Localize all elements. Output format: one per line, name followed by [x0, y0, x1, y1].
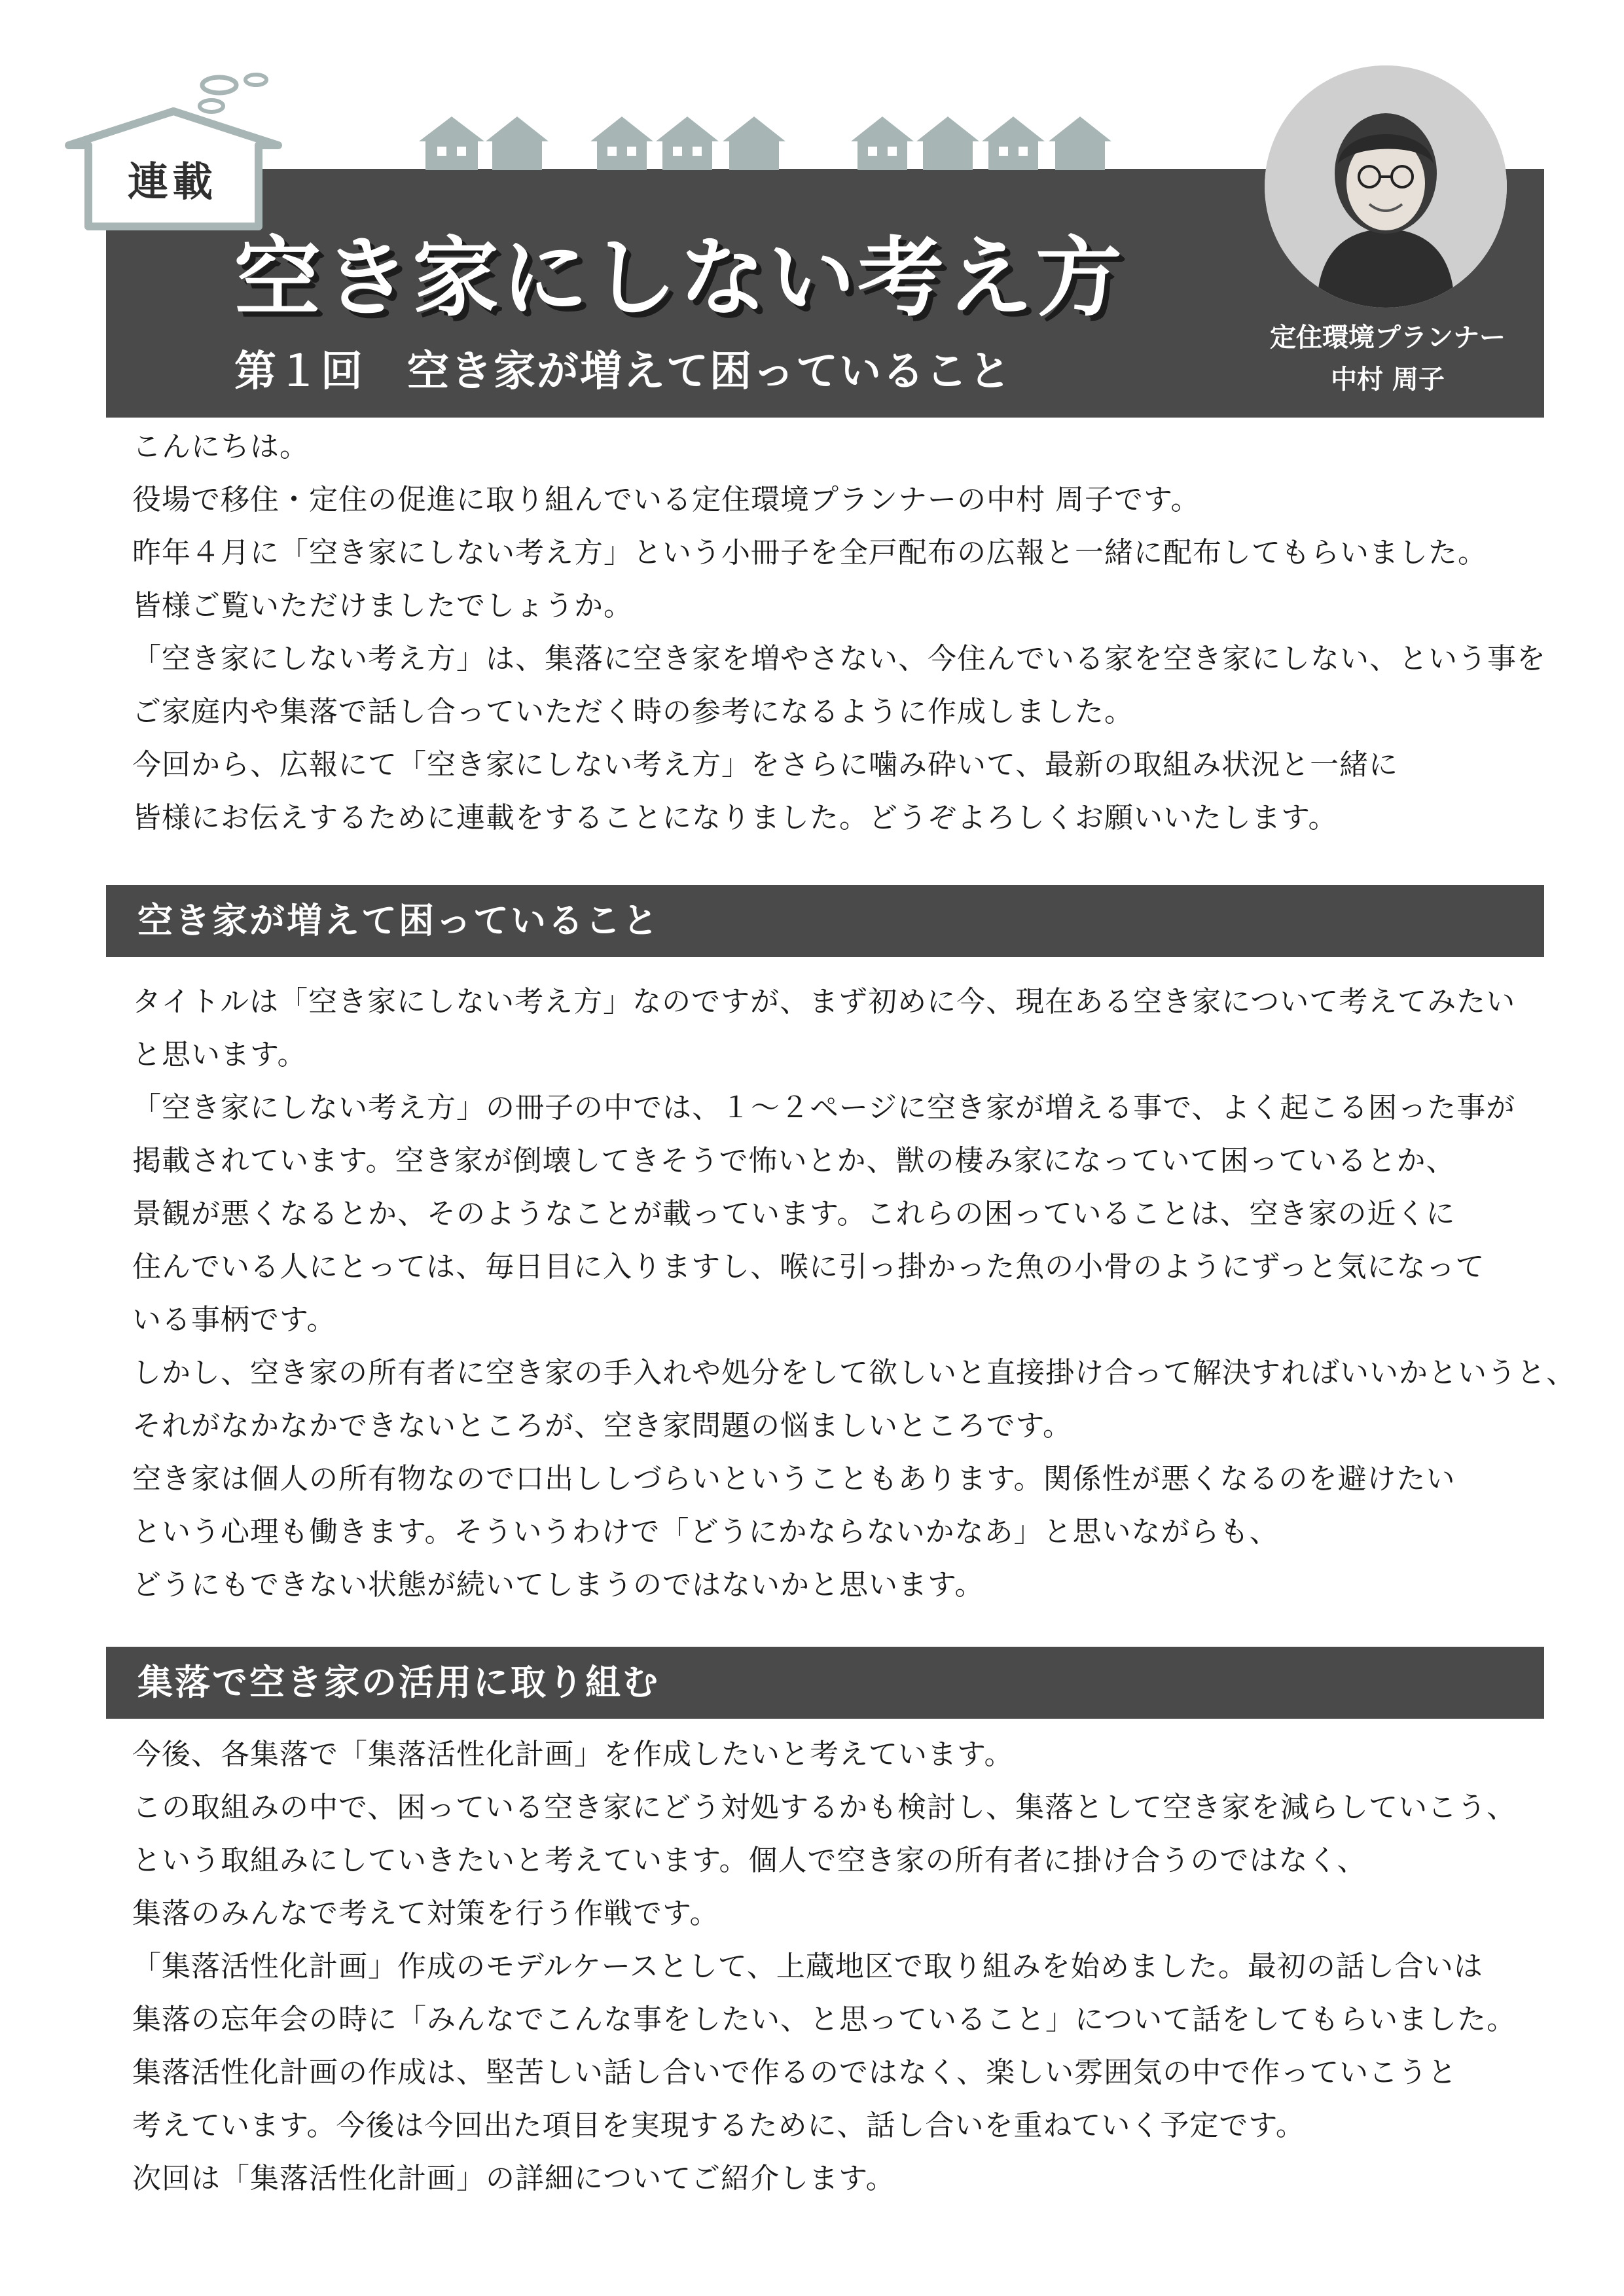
text-line: 集落活性化計画の作成は、堅苦しい話し合いで作るのではなく、楽しい雰囲気の中で作っていこうと	[132, 2056, 1458, 2089]
text-line: 今回から、広報にて「空き家にしない考え方」をさらに噛み砕いて、最新の取組み状況と一緒に	[132, 748, 1399, 781]
text-line: という心理も働きます。そういうわけで「どうにかならないかなあ」と思いながらも、	[132, 1515, 1279, 1549]
text-line: という取組みにしていきたいと考えています。個人で空き家の所有者に掛け合うのではなく、	[132, 1844, 1367, 1877]
text-line: しかし、空き家の所有者に空き家の手入れや処分をして欲しいと直接掛け合って解決すればいいかというと、	[132, 1356, 1576, 1390]
author-portrait	[1265, 65, 1507, 308]
text-line: 皆様ご覧いただけましたでしょうか。	[132, 589, 633, 622]
rooftop-house-icon	[590, 113, 787, 170]
rooftop-house-icon	[851, 113, 1113, 170]
section-heading-bar	[106, 885, 1544, 957]
text-line: 「空き家にしない考え方」の冊子の中では、１～２ページに空き家が増える事で、よく起こる困った事が	[132, 1091, 1516, 1124]
text-line: タイトルは「空き家にしない考え方」なのですが、まず初めに今、現在ある空き家について考えてみたい	[132, 985, 1516, 1018]
text-line: 昨年４月に「空き家にしない考え方」という小冊子を全戸配布の広報と一緒に配布してもらいました。	[132, 536, 1487, 569]
author-name: 中村 周子	[1331, 365, 1445, 395]
text-line: どうにもできない状態が続いてしまうのではないかと思います。	[132, 1568, 984, 1602]
text-line: 空き家は個人の所有物なので口出ししづらいということもあります。関係性が悪くなるのを避けたい	[132, 1462, 1456, 1496]
section-heading-bar	[106, 1647, 1544, 1719]
text-line: 今後、各集落で「集落活性化計画」を作成したいと考えています。	[132, 1738, 1014, 1771]
text-line: 集落のみんなで考えて対策を行う作戦です。	[132, 1897, 719, 1930]
page-title: 空き家にしない考え方	[234, 228, 1125, 329]
intro-text	[132, 420, 1553, 844]
section-heading: 空き家が増えて困っていること	[137, 900, 660, 941]
text-line: 「空き家にしない考え方」は、集落に空き家を増やさない、今住んでいる家を空き家にしない、という事を	[132, 642, 1546, 675]
page-subtitle: 第１回 空き家が増えて困っていること	[234, 348, 1012, 396]
text-line: それがなかなかできないところが、空き家問題の悩ましいところです。	[132, 1409, 1073, 1443]
section-heading: 集落で空き家の活用に取り組む	[137, 1662, 660, 1703]
text-line: と思います。	[132, 1038, 307, 1071]
section2-text	[132, 1728, 1553, 2205]
text-line: 景観が悪くなるとか、そのようなことが載っています。これらの困っていることは、空き家の近くに	[132, 1197, 1456, 1230]
text-line: 次回は「集落活性化計画」の詳細についてご紹介します。	[132, 2162, 895, 2195]
text-line: 住んでいる人にとっては、毎日目に入りますし、喉に引っ掛かった魚の小骨のようにずっと気になって	[132, 1250, 1485, 1283]
text-line: 役場で移住・定住の促進に取り組んでいる定住環境プランナーの中村 周子です。	[132, 483, 1200, 516]
section1-text	[132, 975, 1576, 1611]
text-line: 考えています。今後は今回出た項目を実現するために、話し合いを重ねていく予定です。	[132, 2109, 1305, 2142]
text-line: この取組みの中で、困っている空き家にどう対処するかも検討し、集落として空き家を減らしていこう、	[132, 1791, 1517, 1824]
author-role: 定住環境プランナー	[1270, 323, 1506, 353]
text-line: 「集落活性化計画」作成のモデルケースとして、上蔵地区で取り組みを始めました。最初の話し合いは	[132, 1950, 1483, 1983]
text-line: いる事柄です。	[132, 1303, 336, 1336]
rooftop-house-icon	[419, 113, 550, 170]
text-line: 皆様にお伝えするために連載をすることになりました。どうぞよろしくお願いいたします。	[132, 801, 1338, 834]
text-line: こんにちは。	[132, 430, 309, 463]
text-line: ご家庭内や集落で話し合っていただく時の参考になるように作成しました。	[132, 695, 1134, 728]
series-tag: 連載	[127, 158, 217, 206]
text-line: 掲載されています。空き家が倒壊してきそうで怖いとか、獣の棲み家になっていて困っているとか、	[132, 1144, 1456, 1177]
text-line: 集落の忘年会の時に「みんなでこんな事をしたい、と思っていること」について話をしてもらいました。	[132, 2003, 1517, 2036]
